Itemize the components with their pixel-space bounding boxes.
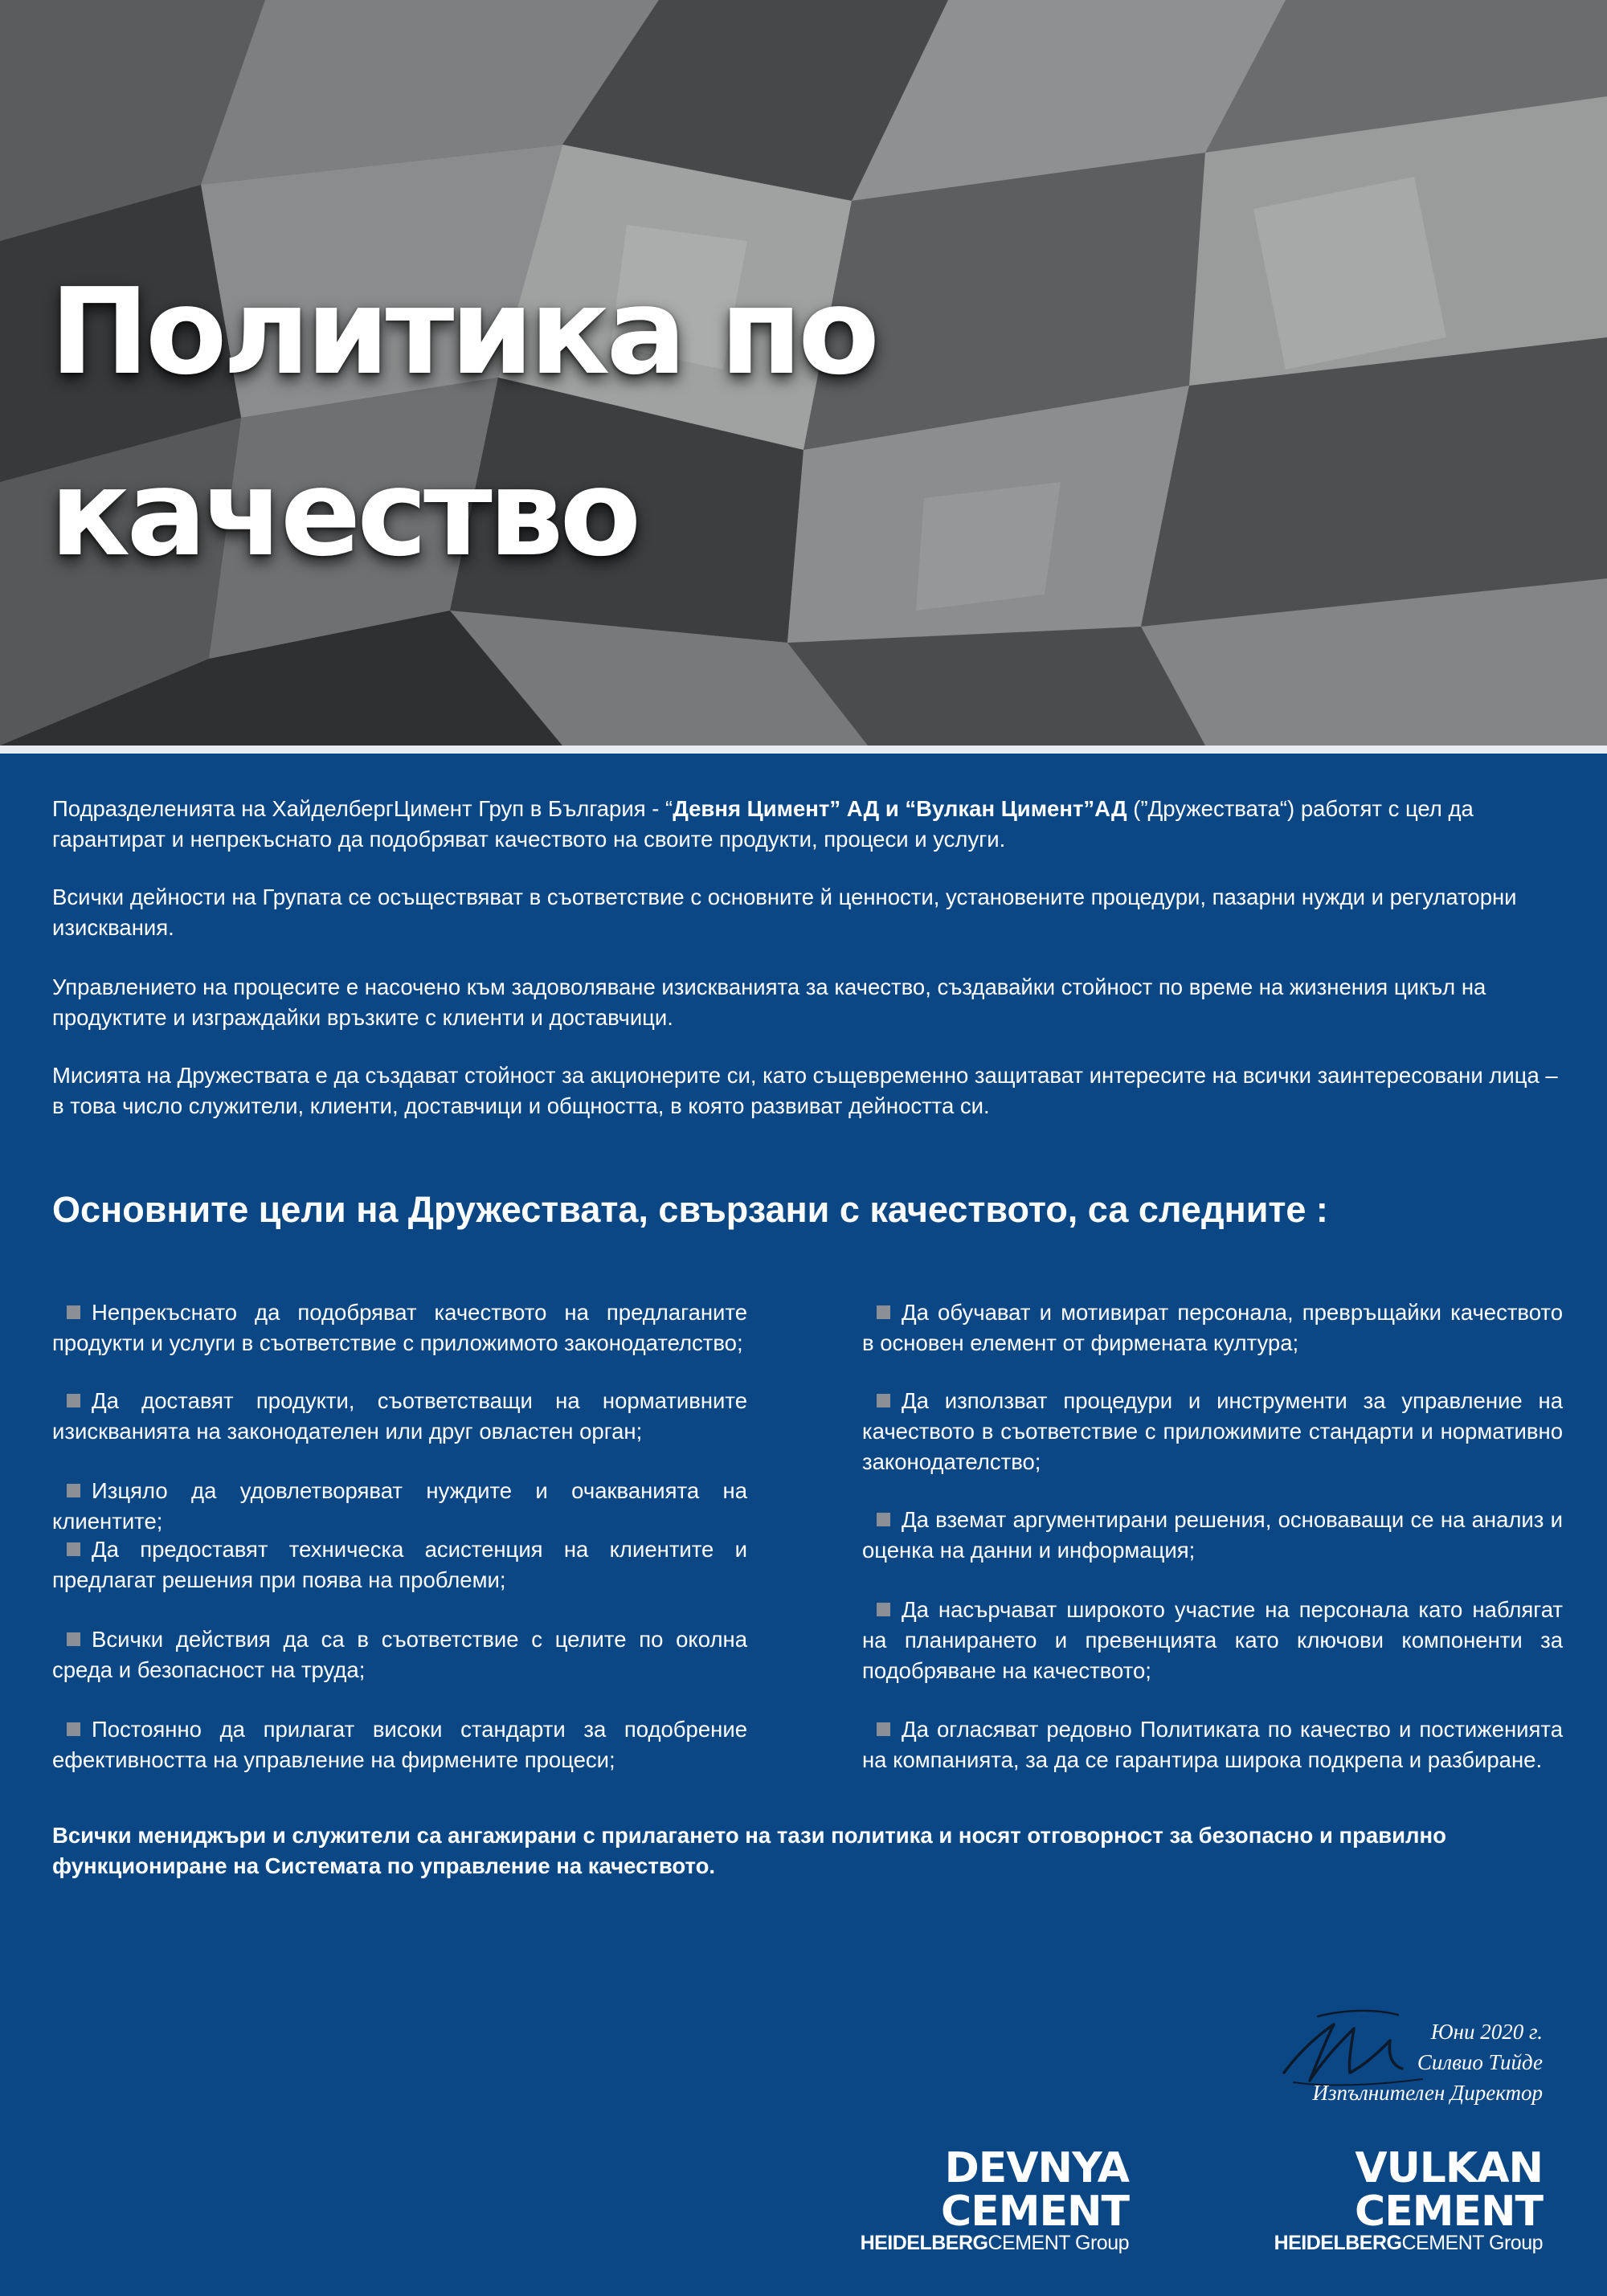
goal-text: Всички действия да са в съответствие с целите по околна среда и безопасност на труда; — [52, 1627, 747, 1682]
intro-text: (”Дружествата“) работят с цел да гарантират и непрекъснато да подобряват качеството на своите продукти, процеси и услуги. — [52, 796, 1474, 852]
square-bullet-icon — [67, 1722, 80, 1736]
square-bullet-icon — [67, 1542, 80, 1556]
page-title — [50, 241, 876, 604]
page-title-line-1: Политика по — [50, 263, 876, 401]
signature-date: Юни 2020 г. — [1430, 2020, 1543, 2044]
goal-item — [862, 1386, 1563, 1477]
group-bold: HEIDELBERG — [1274, 2232, 1402, 2254]
goal-item — [52, 1534, 747, 1595]
hero-divider — [0, 746, 1607, 754]
goal-text: Да доставят продукти, съответстващи на нормативните изискванията на законодателен или друг овластен орган; — [52, 1388, 747, 1444]
group-rest: CEMENT Group — [988, 2232, 1129, 2254]
vulkan-logo-group — [1173, 2232, 1543, 2254]
intro-paragraph-3: Управлението на процесите е насочено към задоволяване изискванията за качество, създавайки стойност по време на жизнения цикъл на продуктите и изграждайки връзките с клиенти и доставчици. — [52, 974, 1486, 1030]
intro-paragraph-1 — [52, 794, 1563, 855]
goal-item — [52, 1297, 747, 1358]
page-title-line-2: качество — [50, 444, 638, 582]
vulkan-logo-name: VULKAN CEMENT — [1355, 2144, 1543, 2236]
goal-text: Да насърчават широкото участие на персонала като наблягат на планирането и превенцията като ключови компоненти за подобряване на качеството; — [862, 1597, 1563, 1683]
square-bullet-icon — [67, 1632, 80, 1646]
goal-text: Да използват процедури и инструменти за управление на качеството в съответствие с приложимите стандарти и нормативно законодателство; — [862, 1388, 1563, 1474]
devnya-logo-name: DEVNYA CEMENT — [941, 2144, 1129, 2236]
devnya-cement-logo — [767, 2144, 1129, 2254]
goal-item — [862, 1595, 1563, 1686]
intro-text: Подразделенията на ХайделбергЦимент Груп в България - “ — [52, 796, 673, 821]
goal-text: Да предоставят техническа асистенция на клиентите и предлагат решения при поява на проблеми; — [52, 1537, 747, 1592]
group-rest: CEMENT Group — [1401, 2232, 1543, 2254]
goal-item — [862, 1714, 1563, 1775]
company-names: Девня Цимент” АД и “Вулкан Цимент”АД — [673, 796, 1127, 821]
square-bullet-icon — [877, 1305, 890, 1319]
signatory-name: Силвио Тийде — [1417, 2050, 1543, 2074]
devnya-logo-group — [767, 2232, 1129, 2254]
goals-heading: Основните цели на Дружествата, свързани с качеството, са следните : — [52, 1189, 1328, 1230]
signature-block — [1189, 2016, 1543, 2108]
closing-statement: Всички мениджъри и служители са ангажирани с прилагането на тази политика и носят отговорност за безопасно и правилно функциониране на Системата по управление на качеството. — [52, 1823, 1446, 1878]
hero-banner — [0, 0, 1607, 746]
goal-item — [52, 1386, 747, 1447]
goal-text: Непрекъснато да подобряват качеството на предлаганите продукти и услуги в съответствие с приложимото законодателство; — [52, 1300, 747, 1355]
goal-item — [862, 1297, 1563, 1358]
goal-text: Изцяло да удовлетворяват нуждите и очакванията на клиентите; — [52, 1478, 747, 1534]
square-bullet-icon — [67, 1394, 80, 1407]
square-bullet-icon — [877, 1513, 890, 1526]
signatory-title: Изпълнителен Директор — [1312, 2081, 1543, 2105]
square-bullet-icon — [877, 1722, 890, 1736]
square-bullet-icon — [67, 1484, 80, 1497]
goal-text: Да огласяват редовно Политиката по качество и постиженията на компанията, за да се гарантира широка подкрепа и разбиране. — [862, 1717, 1563, 1772]
goal-item — [52, 1714, 747, 1775]
vulkan-cement-logo — [1173, 2144, 1543, 2254]
goal-item — [862, 1505, 1563, 1566]
intro-paragraph-4: Мисията на Дружествата е да създават стойност за акционерите си, като същевременно защитават интересите на всички заинтересовани лица – в това число служители, клиенти, доставчици и общността, в която развиват дейността си. — [52, 1063, 1558, 1118]
goal-text: Да вземат аргументирани решения, основаващи се на анализ и оценка на данни и информация; — [862, 1507, 1563, 1563]
square-bullet-icon — [877, 1603, 890, 1616]
goal-text: Да обучават и мотивират персонала, превръщайки качеството в основен елемент от фирмената култура; — [862, 1300, 1563, 1355]
square-bullet-icon — [67, 1305, 80, 1319]
intro-paragraph-2: Всички дейности на Групата се осъществяват в съответствие с основните й ценности, установените процедури, пазарни нужди и регулаторни изисквания. — [52, 884, 1517, 940]
goal-item — [52, 1476, 747, 1537]
goal-item — [52, 1624, 747, 1685]
goal-text: Постоянно да прилагат високи стандарти за подобрение ефективността на управление на фирмените процеси; — [52, 1717, 747, 1772]
square-bullet-icon — [877, 1394, 890, 1407]
group-bold: HEIDELBERG — [860, 2232, 988, 2254]
